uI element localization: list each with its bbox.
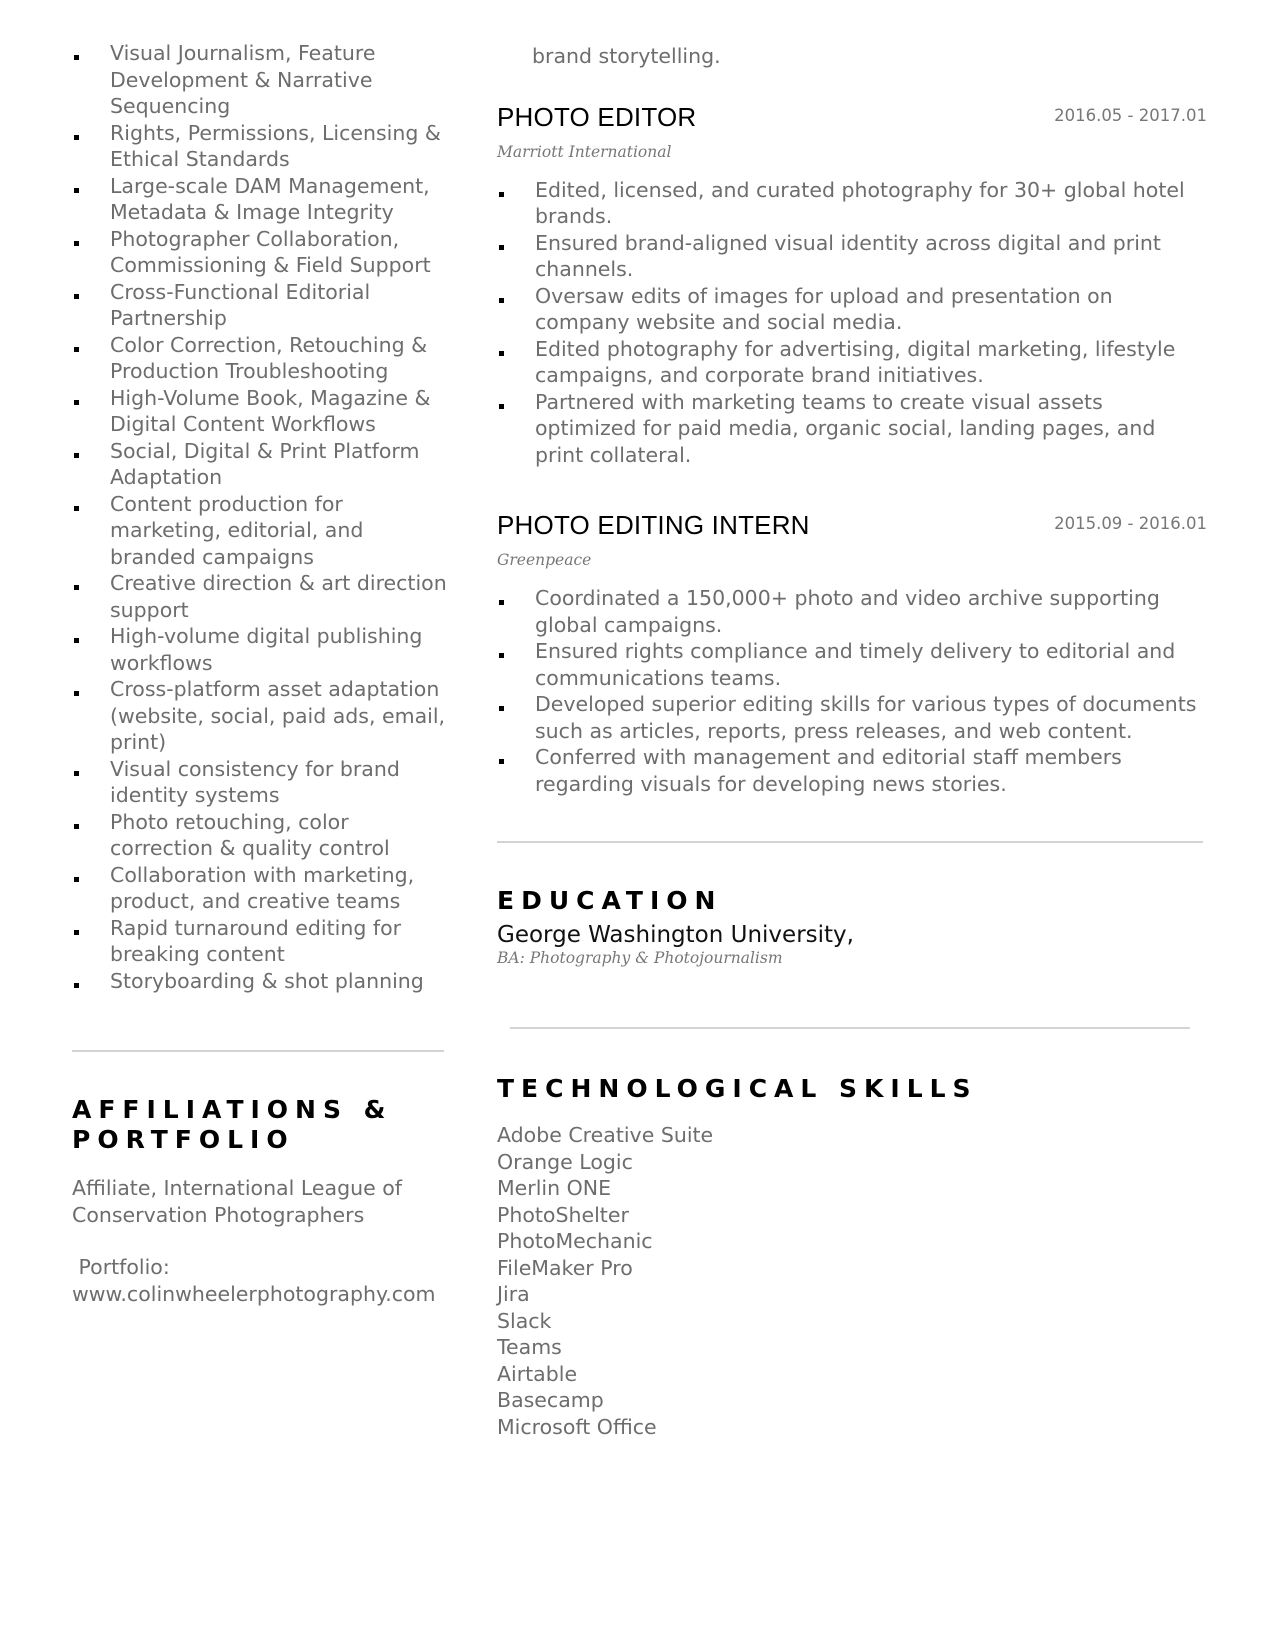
list-item: Rights, Permissions, Licensing & Ethical Standards [72, 120, 448, 173]
list-item: Orange Logic [497, 1149, 633, 1174]
job-entry [497, 510, 1207, 797]
tech-skills-title: TECHNOLOGICAL SKILLS [497, 1074, 978, 1103]
portfolio-label: Portfolio: [72, 1255, 170, 1279]
affiliations-title: AFFILIATIONS & PORTFOLIO [72, 1095, 393, 1154]
core-skills-list [72, 40, 448, 994]
list-item: Jira [497, 1282, 530, 1306]
job-bullets [497, 585, 1207, 797]
list-item: Oversaw edits of images for upload and presentation on company website and social media. [497, 283, 1207, 336]
list-item: Conferred with management and editorial staff members regarding visuals for developing news stories. [497, 744, 1207, 797]
list-item: Collaboration with marketing, product, and creative teams [72, 862, 448, 915]
school-name: George Washington University, [497, 922, 854, 948]
job-bullets [497, 177, 1207, 469]
degree: BA: Photography & Photojournalism [497, 949, 783, 967]
list-item: Ensured brand-aligned visual identity across digital and print channels. [497, 230, 1207, 283]
list-item: Creative direction & art direction support [72, 570, 448, 623]
list-item: Color Correction, Retouching & Production Troubleshooting [72, 332, 448, 385]
list-item: Content production for marketing, editorial, and branded campaigns [72, 491, 448, 571]
tech-skills-list [497, 1122, 1207, 1440]
list-item: Basecamp [497, 1388, 604, 1412]
list-item: PhotoMechanic [497, 1229, 653, 1253]
company-name: Marriott International [497, 142, 672, 161]
list-item: PhotoShelter [497, 1202, 629, 1227]
list-item: Coordinated a 150,000+ photo and video archive supporting global campaigns. [497, 585, 1207, 638]
list-item: FileMaker Pro [497, 1255, 633, 1280]
job-title: PHOTO EDITING INTERN [497, 510, 810, 540]
job-header [497, 102, 1207, 133]
company-name: Greenpeace [497, 551, 592, 569]
list-item: High-volume digital publishing workflows [72, 623, 448, 676]
section-divider [72, 1050, 444, 1052]
list-item: Rapid turnaround editing for breaking content [72, 915, 448, 968]
list-item: High-Volume Book, Magazine & Digital Content Workflows [72, 385, 448, 438]
list-item: Photo retouching, color correction & quality control [72, 809, 448, 862]
list-item: Storyboarding & shot planning [72, 968, 448, 995]
job-dates: 2016.05 - 2017.01 [1054, 105, 1207, 125]
job-entry [497, 102, 1207, 469]
list-item: Photographer Collaboration, Commissioning & Field Support [72, 226, 448, 279]
job-dates: 2015.09 - 2016.01 [1054, 514, 1207, 533]
list-item: Adobe Creative Suite [497, 1123, 714, 1147]
job-header [497, 510, 1207, 541]
list-item: Social, Digital & Print Platform Adaptation [72, 438, 448, 491]
list-item: Cross-platform asset adaptation (website, social, paid ads, email, print) [72, 676, 448, 756]
job-title: PHOTO EDITOR [497, 101, 697, 132]
list-item: Edited, licensed, and curated photography for 30+ global hotel brands. [497, 177, 1207, 230]
list-item: Slack [497, 1308, 552, 1333]
list-item: Airtable [497, 1361, 578, 1386]
list-item: Merlin ONE [497, 1176, 612, 1200]
list-item: Large-scale DAM Management, Metadata & Image Integrity [72, 173, 448, 226]
list-item: Visual consistency for brand identity systems [72, 756, 448, 809]
list-item: Microsoft Office [497, 1414, 657, 1439]
right-column [497, 40, 1207, 1440]
education-title: EDUCATION [497, 886, 723, 915]
list-item: Ensured rights compliance and timely delivery to editorial and communications teams. [497, 638, 1207, 691]
list-item: Edited photography for advertising, digital marketing, lifestyle campaigns, and corporate brand initiatives. [497, 336, 1207, 389]
section-divider [497, 841, 1203, 843]
list-item: Cross-Functional Editorial Partnership [72, 279, 448, 332]
portfolio-url[interactable]: www.colinwheelerphotography.com [72, 1281, 436, 1306]
section-divider [510, 1027, 1190, 1029]
continued-text: brand storytelling. [532, 44, 721, 68]
list-item: Partnered with marketing teams to create visual assets optimized for paid media, organic social, landing pages, and print collateral. [497, 389, 1207, 469]
affiliation-text: Affiliate, International League of Conservation Photographers [72, 1176, 402, 1227]
list-item: Teams [497, 1335, 562, 1359]
list-item: Developed superior editing skills for various types of documents such as articles, reports, press releases, and web content. [497, 691, 1207, 744]
list-item: Visual Journalism, Feature Development & Narrative Sequencing [72, 40, 448, 120]
left-column [72, 40, 448, 1307]
